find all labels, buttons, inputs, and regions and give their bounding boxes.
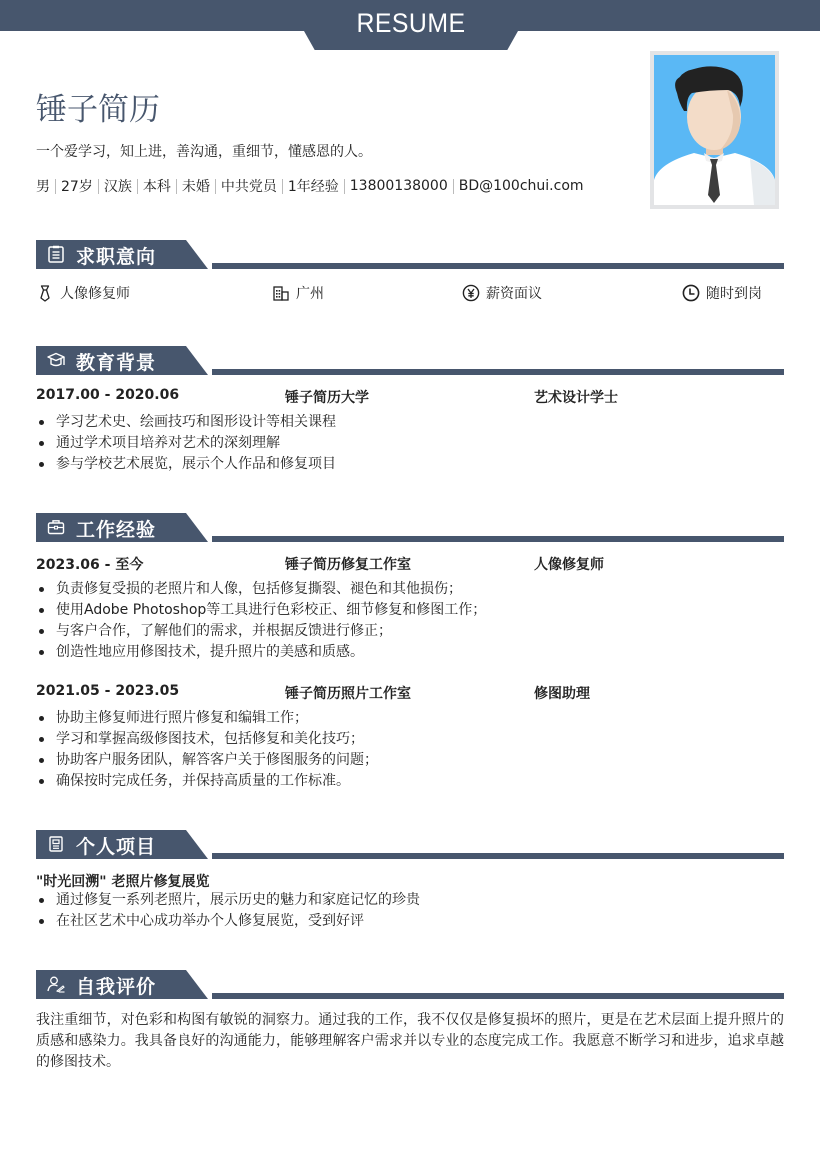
list-item: 学习艺术史、绘画技巧和图形设计等相关课程 (36, 412, 784, 433)
intent-position (36, 283, 130, 303)
fact-experience: 1年经验 (287, 179, 339, 195)
work-bullets (36, 579, 784, 663)
personal-facts (36, 176, 584, 196)
banner-title: RESUME (356, 8, 466, 38)
fact-email: BD@100chui.com (458, 178, 584, 194)
intent-availability-label: 随时到岗 (706, 286, 762, 302)
entry-period: 2023.06 - 至今 (36, 557, 144, 573)
avatar (650, 51, 779, 209)
list-item: 在社区艺术中心成功举办个人修复展览，受到好评 (36, 911, 784, 932)
entry-role: 修图助理 (534, 686, 590, 702)
fact-political: 中共党员 (220, 179, 277, 195)
section-rule (212, 536, 784, 542)
entry-org: 锤子简历修复工作室 (285, 557, 411, 573)
avatar-illustration (654, 55, 775, 205)
list-item: 与客户合作，了解他们的需求，并根据反馈进行修正； (36, 621, 784, 642)
section-header-work (36, 513, 784, 543)
section-title: 教育背景 (76, 352, 157, 374)
tie-icon (36, 284, 54, 302)
fact-marital: 未婚 (181, 179, 210, 195)
fact-ethnicity: 汉族 (103, 179, 132, 195)
education-bullets (36, 412, 784, 475)
entry-org: 锤子简历照片工作室 (285, 686, 411, 702)
motto: 一个爱学习，知上进，善沟通，重细节，懂感恩的人。 (36, 144, 372, 160)
section-rule (212, 853, 784, 859)
fact-gender: 男 (36, 179, 50, 195)
fact-age: 27岁 (61, 179, 93, 195)
list-item: 通过修复一系列老照片，展示历史的魅力和家庭记忆的珍贵 (36, 890, 784, 911)
divider (453, 179, 454, 194)
clipboard-icon (46, 244, 66, 264)
section-rule (212, 993, 784, 999)
entry-role: 人像修复师 (534, 557, 604, 573)
entry-org: 锤子简历大学 (285, 390, 369, 406)
list-item: 通过学术项目培养对艺术的深刻理解 (36, 433, 784, 454)
list-item: 协助主修复师进行照片修复和编辑工作； (36, 708, 784, 729)
divider (215, 179, 216, 194)
section-header-self-eval (36, 970, 784, 1000)
entry-period: 2017.00 - 2020.06 (36, 387, 180, 403)
list-item: 使用Adobe Photoshop等工具进行色彩校正、细节修复和修图工作； (36, 600, 784, 621)
intent-city (272, 283, 324, 303)
intent-city-label: 广州 (296, 286, 324, 302)
divider (176, 179, 177, 194)
project-title: "时光回溯" 老照片修复展览 (36, 874, 210, 890)
yen-icon (462, 284, 480, 302)
list-item: 学习和掌握高级修图技术，包括修复和美化技巧； (36, 729, 784, 750)
divider (55, 179, 56, 194)
section-title: 自我评价 (76, 976, 157, 998)
work-bullets (36, 708, 784, 792)
section-header-education (36, 346, 784, 376)
divider (344, 179, 345, 194)
list-item: 创造性地应用修图技术，提升照片的美感和质感。 (36, 642, 784, 663)
user-edit-icon (46, 974, 66, 994)
graduation-cap-icon (46, 350, 66, 370)
section-title: 工作经验 (76, 519, 157, 541)
fact-phone: 13800138000 (349, 178, 448, 194)
list-item: 确保按时完成任务，并保持高质量的工作标准。 (36, 771, 784, 792)
briefcase-icon (46, 517, 66, 537)
section-title: 求职意向 (76, 246, 157, 268)
divider (282, 179, 283, 194)
intent-availability (682, 283, 762, 303)
list-item: 协助客户服务团队，解答客户关于修图服务的问题； (36, 750, 784, 771)
id-card-icon (46, 834, 66, 854)
divider (137, 179, 138, 194)
section-rule (212, 369, 784, 375)
divider (98, 179, 99, 194)
building-icon (272, 284, 290, 302)
intent-salary-label: 薪资面议 (486, 286, 542, 302)
intent-position-label: 人像修复师 (60, 286, 130, 302)
resume-name: 锤子简历 (36, 92, 160, 128)
project-bullets (36, 890, 784, 932)
fact-degree: 本科 (142, 179, 171, 195)
self-evaluation-text: 我注重细节，对色彩和构图有敏锐的洞察力。通过我的工作，我不仅仅是修复损坏的照片，更是在艺术层面上提升照片的质感和感染力。我具备良好的沟通能力，能够理解客户需求并以专业的态度完成工作。我愿意不断学习和进步，追求卓越的修图技术。 (36, 1012, 784, 1070)
section-header-projects (36, 830, 784, 860)
entry-period: 2021.05 - 2023.05 (36, 683, 180, 699)
section-rule (212, 263, 784, 269)
entry-role: 艺术设计学士 (534, 390, 618, 406)
section-title: 个人项目 (76, 836, 157, 858)
section-header-intent (36, 240, 784, 270)
list-item: 负责修复受损的老照片和人像，包括修复撕裂、褪色和其他损伤； (36, 579, 784, 600)
list-item: 参与学校艺术展览，展示个人作品和修复项目 (36, 454, 784, 475)
clock-icon (682, 284, 700, 302)
job-intent-row (36, 283, 784, 305)
intent-salary (462, 283, 542, 303)
